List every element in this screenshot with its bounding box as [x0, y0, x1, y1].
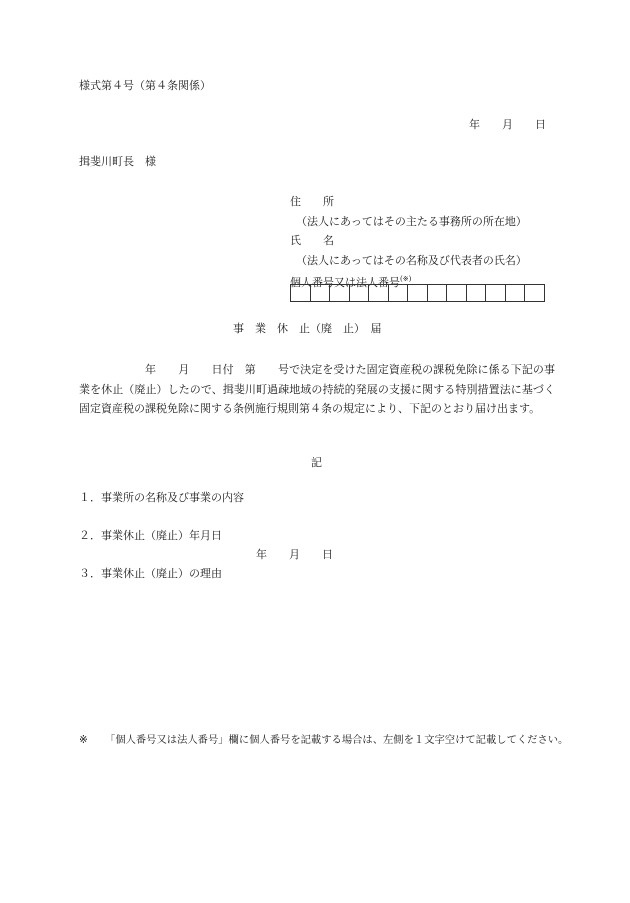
number-cell[interactable]: [389, 284, 409, 302]
name-note: （法人にあってはその名称及び代表者の氏名）: [296, 253, 527, 267]
name-label: 氏 名: [290, 234, 334, 247]
submission-date: 年 月 日: [469, 118, 546, 131]
number-cell[interactable]: [330, 284, 350, 302]
number-cell[interactable]: [311, 284, 331, 302]
number-cell[interactable]: [506, 284, 526, 302]
number-cell[interactable]: [486, 284, 506, 302]
number-cell[interactable]: [447, 284, 467, 302]
number-cell[interactable]: [428, 284, 448, 302]
document-title: 事 業 休 止（廃 止） 届: [233, 322, 382, 335]
address-note: （法人にあってはその主たる事務所の所在地）: [296, 214, 527, 228]
number-cell[interactable]: [291, 284, 311, 302]
number-input-grid[interactable]: [290, 284, 545, 302]
number-label: 個人番号又は法人番号: [290, 276, 400, 289]
form-number: 様式第４号（第４条関係）: [79, 79, 211, 92]
footnote: [79, 733, 568, 747]
address-label: 住 所: [290, 195, 334, 208]
ki-heading: 記: [311, 456, 322, 469]
number-cell[interactable]: [350, 284, 370, 302]
note-text: 「個人番号又は法人番号」欄に個人番号を記載する場合は、左側を１文字空けて記載してください。: [105, 734, 569, 746]
addressee: 揖斐川町長 様: [79, 155, 156, 168]
item-date-line: 年 月 日: [256, 548, 333, 561]
item-reason: ３．事業休止（廃止）の理由: [79, 567, 222, 580]
applicant-block: [290, 192, 560, 290]
number-cell[interactable]: [369, 284, 389, 302]
item-suspension-date: ２．事業休止（廃止）年月日: [79, 529, 222, 542]
number-cell[interactable]: [525, 284, 545, 302]
number-cell[interactable]: [467, 284, 487, 302]
number-mark: (※): [400, 275, 412, 283]
body-paragraph: 年 月 日付 第 号で決定を受けた固定資産税の課税免除に係る下記の事業を休止（廃止）したので、揖斐川町過疎地域の持続的発展の支援に関する特別措置法に基づく固定資産税の課税免除に関する条例施行規則第４条の規定により、下記のとおり届け出ます。: [79, 363, 555, 415]
item-business-name: １．事業所の名称及び事業の内容: [79, 491, 244, 504]
note-mark: ※: [79, 734, 88, 746]
number-cell[interactable]: [408, 284, 428, 302]
